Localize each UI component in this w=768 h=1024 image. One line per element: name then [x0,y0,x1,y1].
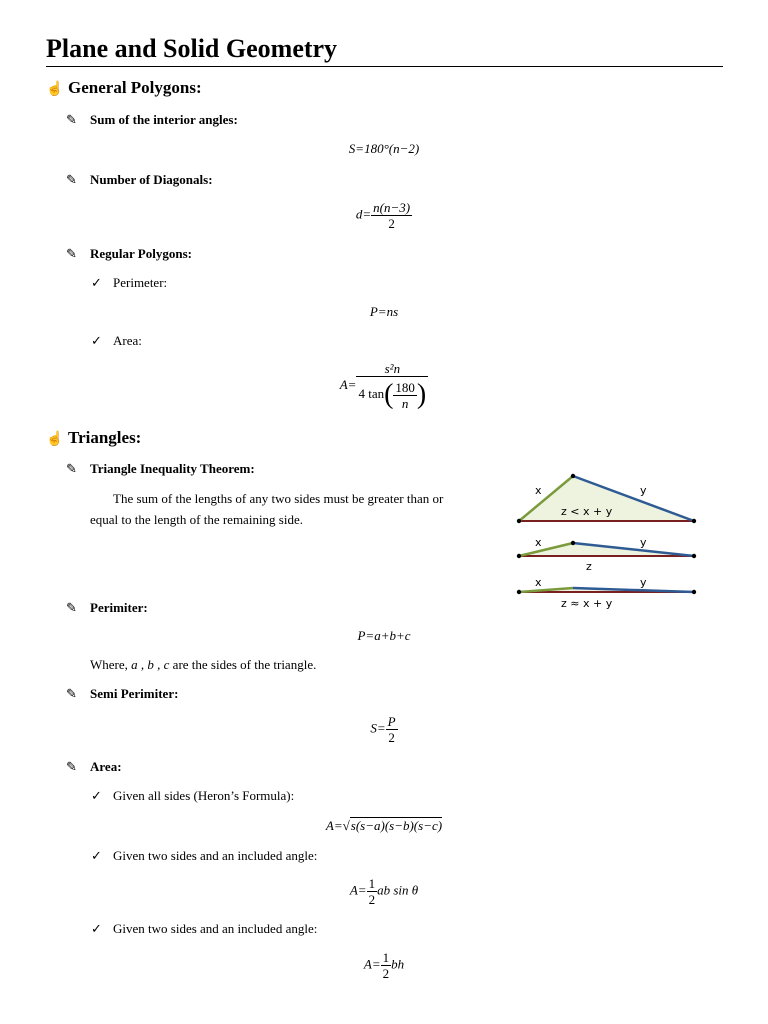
check-icon: ✓ [91,275,102,290]
where-variables: a , b , c [131,657,170,672]
where-prefix: Where, [90,657,132,672]
vertex [692,554,696,558]
label-x: x [535,536,542,549]
fraction [381,950,392,981]
numerator: s²n [356,361,428,377]
pointing-hand-icon: ☝ [46,82,64,97]
subheading-regular-polygons: Regular Polygons: [90,246,192,261]
inner-fraction [393,380,417,411]
pen-bullet-icon: ✎ [66,246,77,261]
label-y: y [640,536,647,549]
formula-heron [0,818,768,834]
where-suffix: are the sides of the triangle. [169,657,317,672]
tan-prefix: 4 tan [358,386,385,401]
label-y: y [640,576,647,589]
item-sas-area: Given two sides and an included angle: [113,848,318,863]
inequality-text-line1: The sum of the lengths of any two sides must be greater than or [113,491,444,506]
pen-bullet-icon: ✎ [66,172,77,187]
denominator: 2 [388,216,395,231]
formula-diagonals [0,200,768,231]
pen-bullet-icon: ✎ [66,686,77,701]
label-z-less: z < x + y [561,505,613,518]
label-z: z [586,560,592,573]
item-area: Area: [113,333,142,348]
pen-bullet-icon: ✎ [66,461,77,476]
subheading-semi-perimiter: Semi Perimiter: [90,686,179,701]
formula-lhs: d= [355,206,372,222]
vertex [571,541,575,545]
subheading-diagonals: Number of Diagonals: [90,172,213,187]
denominator: 4 tan( $\frac{180}{n}$ ) [358,379,427,411]
inner-numerator: 180 [395,379,415,395]
formula-lhs: S= [370,720,386,736]
vertex [517,519,521,523]
fraction [356,361,428,411]
vertex [692,519,696,523]
label-x: x [535,576,542,589]
vertex [517,554,521,558]
item-herons-formula: Given all sides (Heron’s Formula): [113,788,295,803]
pen-bullet-icon: ✎ [66,759,77,774]
formula-lhs: A=√ [325,818,350,833]
denominator: 2 [382,966,390,981]
formula-sum-angles: S=180°(n−2) [348,141,420,156]
formula-lhs: A= [363,956,381,972]
inner-denominator: n [401,395,409,411]
numerator: 1 [382,950,390,965]
formula-regular-area [0,361,768,411]
perimeter-where-text [90,657,316,673]
subheading-sum-angles: Sum of the interior angles: [90,112,238,127]
pen-bullet-icon: ✎ [66,600,77,615]
label-y: y [640,484,647,497]
vertex [571,474,575,478]
vertex [517,590,521,594]
formula-sas-area [0,876,768,907]
check-icon: ✓ [91,333,102,348]
pointing-hand-icon: ☝ [46,432,64,447]
check-icon: ✓ [91,848,102,863]
section-heading-polygons: General Polygons: [68,78,202,97]
label-z-approx: z ≈ x + y [561,597,613,610]
formula-lhs: A= [349,882,367,898]
subheading-area: Area: [90,759,122,774]
title-divider [46,66,723,67]
subheading-triangle-inequality: Triangle Inequality Theorem: [90,461,255,476]
check-icon: ✓ [91,921,102,936]
label-x: x [535,484,542,497]
numerator: P [387,714,396,729]
vertex [692,590,696,594]
item-perimeter: Perimeter: [113,275,168,290]
pen-bullet-icon: ✎ [66,112,77,127]
sqrt-argument: s(s−a)(s−b)(s−c) [350,818,443,833]
fraction [367,876,378,907]
formula-rhs: ab sin θ [377,882,419,898]
fraction [386,714,398,745]
denominator: 2 [368,892,376,907]
formula-semi-perimeter [0,714,768,745]
formula-rhs: bh [391,956,405,972]
section-heading-triangles: Triangles: [68,428,142,447]
formula-base-height-area [0,950,768,981]
numerator: n(n−3) [373,200,411,215]
numerator: 1 [368,876,376,891]
formula-perimeter: P=ns [369,304,399,319]
subheading-perimiter: Perimiter: [90,600,148,615]
formula-triangle-perimeter: P=a+b+c [357,628,411,643]
fraction [371,200,412,231]
denominator: 2 [388,730,395,745]
check-icon: ✓ [91,788,102,803]
triangle-inequality-diagram [508,466,708,616]
formula-lhs: A= [339,376,357,392]
page-title: Plane and Solid Geometry [46,34,338,63]
item-base-height-area: Given two sides and an included angle: [113,921,318,936]
inequality-text-line2: equal to the length of the remaining side. [90,512,303,527]
